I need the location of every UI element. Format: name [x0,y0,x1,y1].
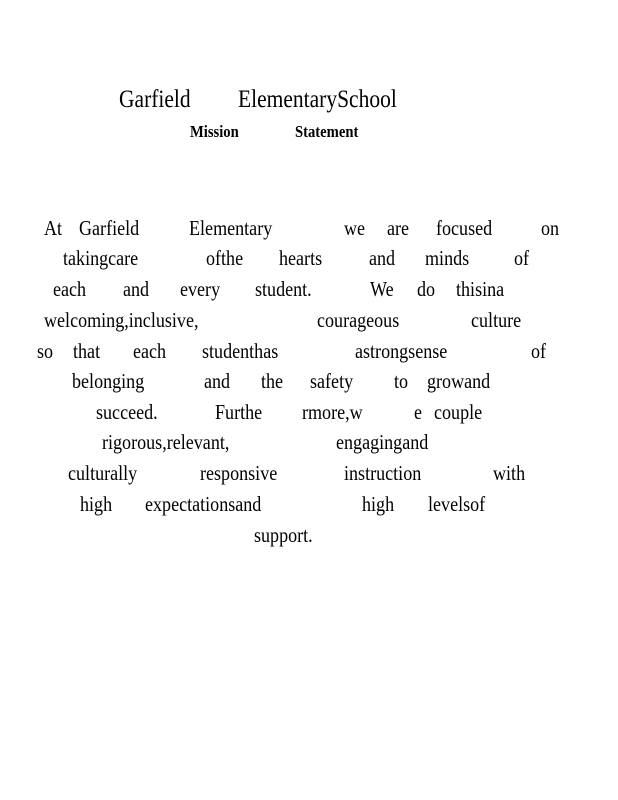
word: of [514,246,530,270]
word: Elementary [189,216,273,240]
word: levelsof [428,492,486,516]
word: growand [427,369,491,393]
mission-line [0,246,618,274]
mission-line [0,523,618,551]
word: every [180,277,221,301]
word: studenthas [202,339,279,363]
word: high [80,492,113,516]
word: that [73,339,101,363]
word: e [414,400,423,424]
word: Furthe [215,400,263,424]
word: high [362,492,395,516]
word: of [531,339,547,363]
word: focused [436,216,493,240]
word: and [204,369,231,393]
mission-line [0,492,618,520]
word: each [133,339,167,363]
word: with [493,461,526,485]
subtitle-word: Mission [190,122,239,141]
word: welcoming,inclusive, [44,308,199,332]
word: student. [255,277,312,301]
title-word: Garfield [119,86,191,113]
word: succeed. [96,400,158,424]
word: to [394,369,409,393]
title-word: ElementarySchool [238,86,397,113]
page-subtitle [0,122,618,144]
word: support. [254,523,313,547]
word: thisina [456,277,505,301]
word: on [541,216,560,240]
word: and [369,246,396,270]
mission-line [0,400,618,428]
word: are [387,216,410,240]
word: ofthe [206,246,244,270]
word: hearts [279,246,323,270]
word: we [344,216,366,240]
word: rigorous,relevant, [102,430,230,454]
word: minds [425,246,470,270]
word: Garfield [79,216,140,240]
word: do [417,277,436,301]
word: responsive [200,461,278,485]
mission-line [0,339,618,367]
word: astrongsense [355,339,448,363]
word: engagingand [336,430,429,454]
word: and [123,277,150,301]
word: belonging [72,369,145,393]
mission-line [0,216,618,244]
word: rmore,w [302,400,363,424]
mission-line [0,277,618,305]
word: courageous [317,308,400,332]
mission-line [0,461,618,489]
word: couple [434,400,483,424]
mission-line [0,308,618,336]
word: the [261,369,284,393]
word: takingcare [63,246,139,270]
word: expectationsand [145,492,262,516]
subtitle-word: Statement [295,122,359,141]
mission-line [0,369,618,397]
word: We [370,277,394,301]
word: At [44,216,63,240]
word: culture [471,308,522,332]
word: each [53,277,87,301]
word: instruction [344,461,422,485]
page-title [0,86,618,116]
mission-line [0,430,618,458]
word: culturally [68,461,138,485]
word: safety [310,369,354,393]
word: so [37,339,54,363]
